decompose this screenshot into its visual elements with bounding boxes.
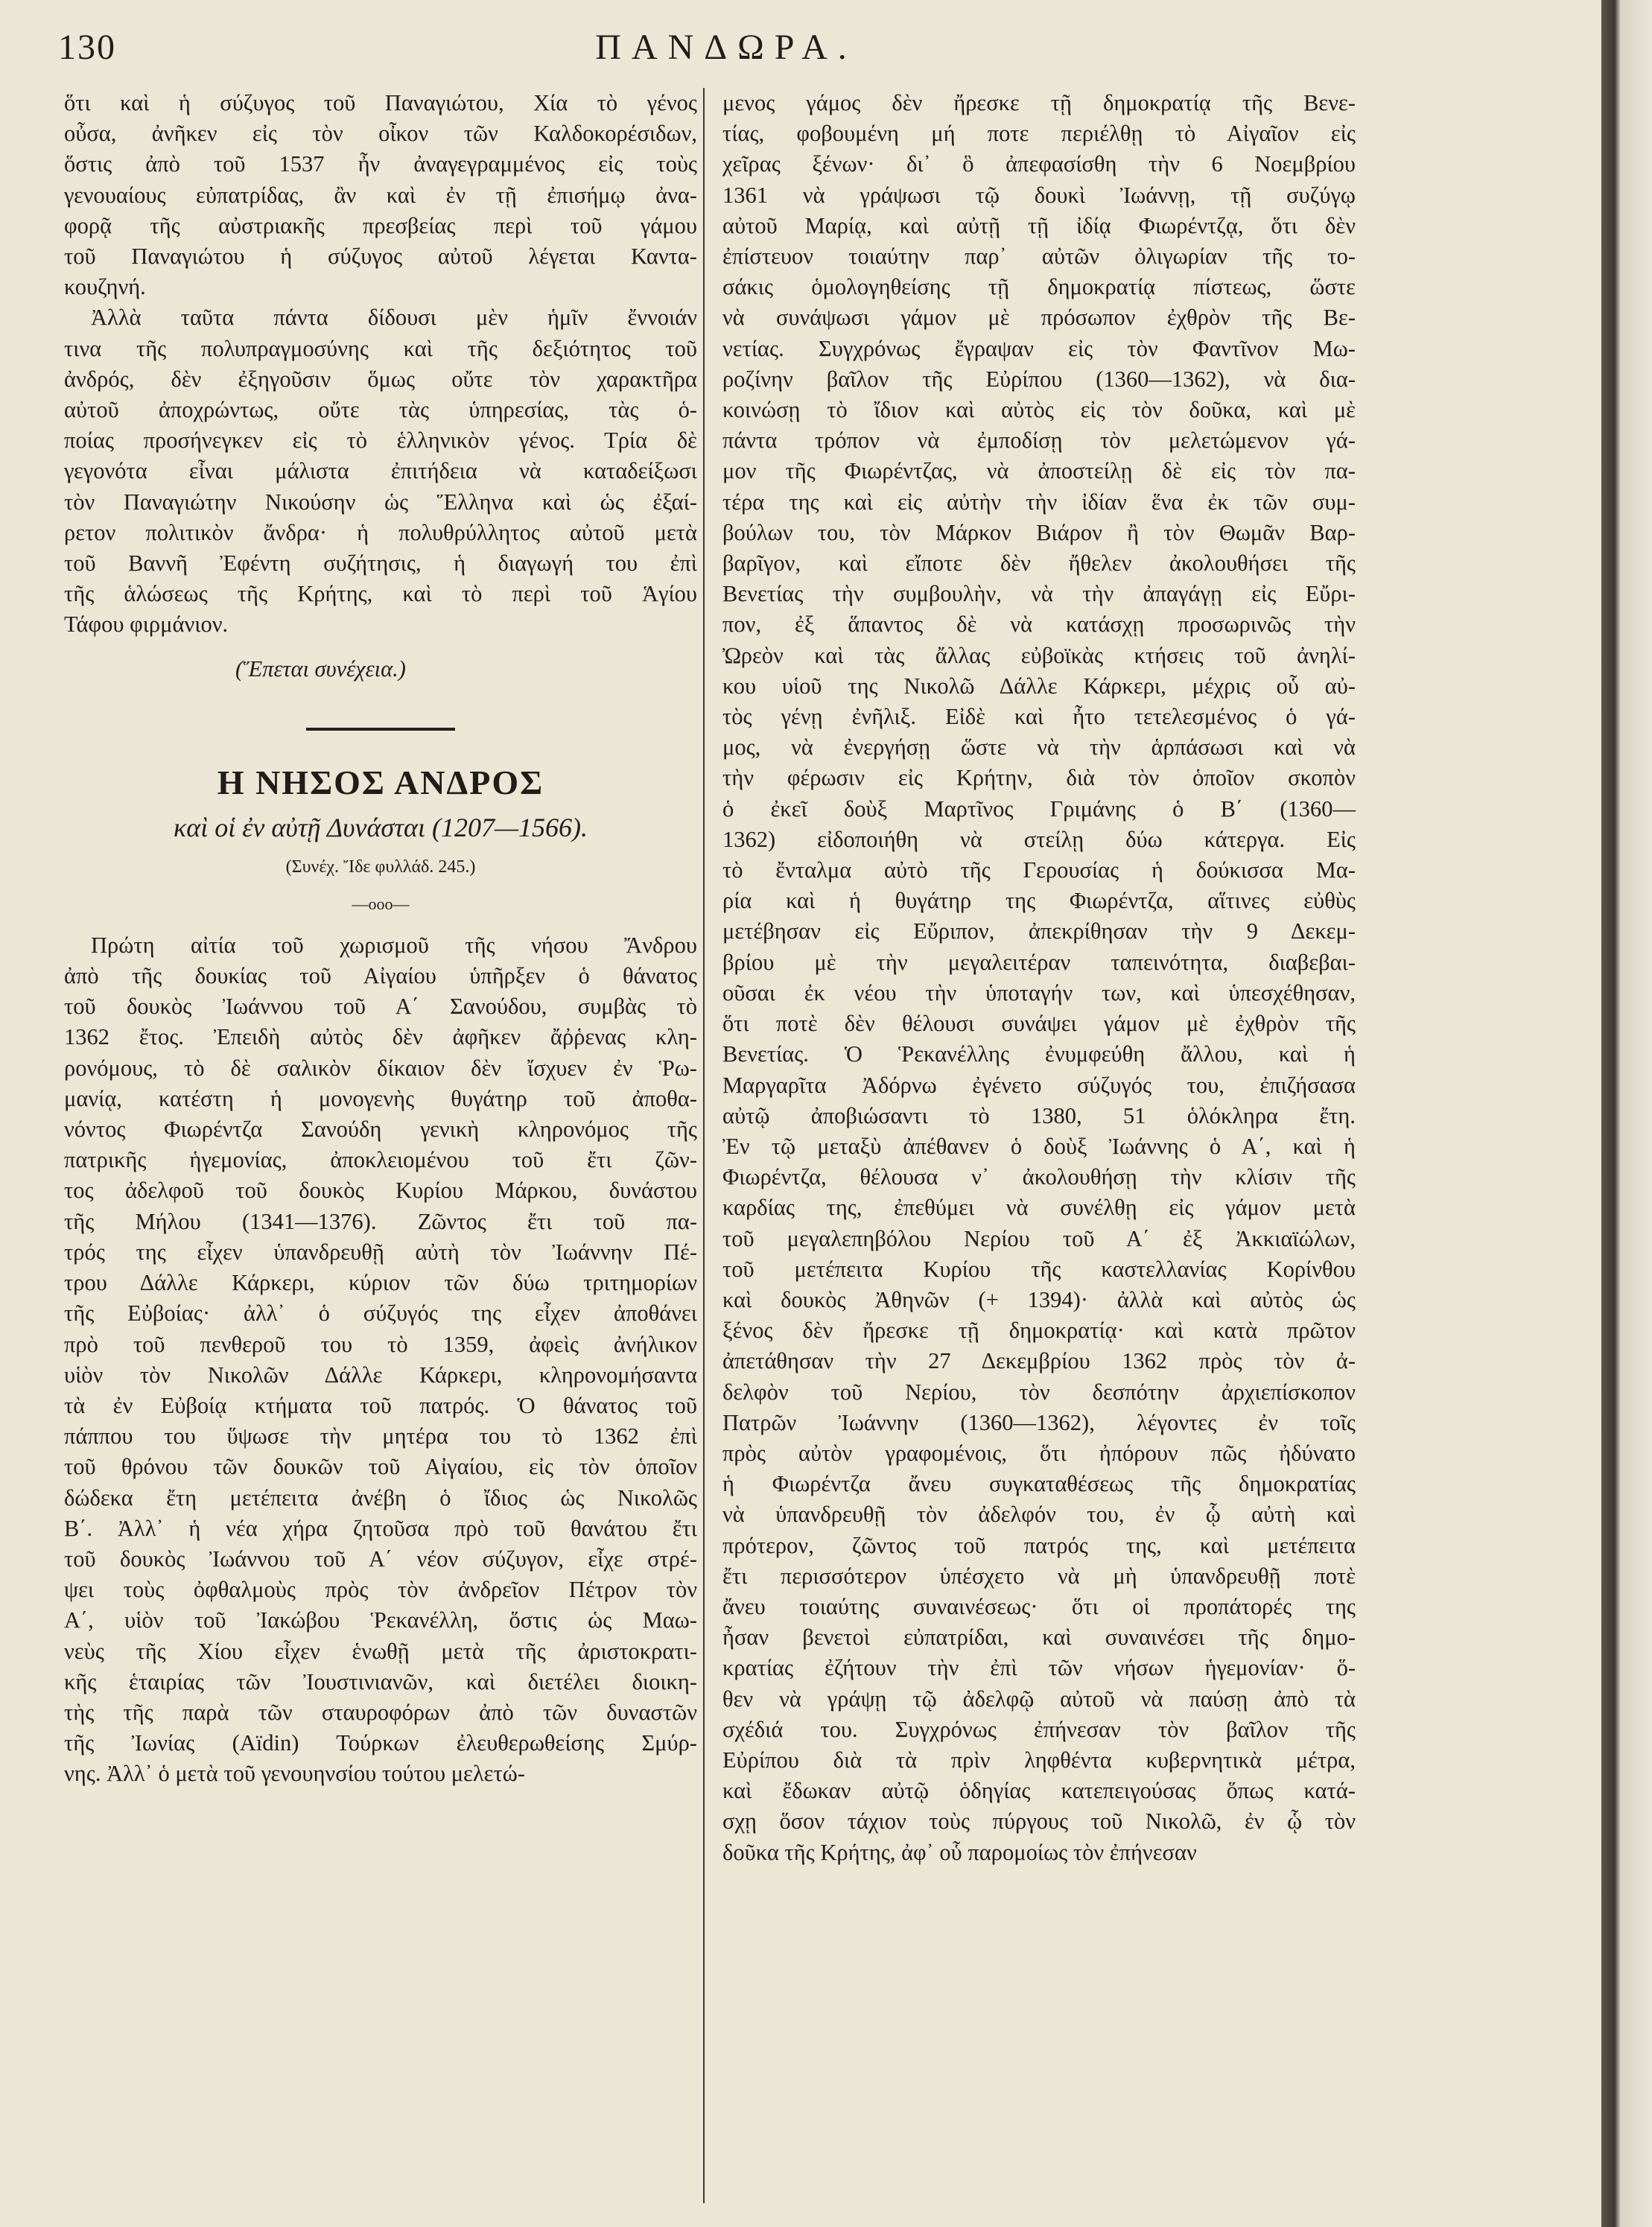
text-line: τὰ ἐν Εὐβοίᾳ κτήματα τοῦ πατρός. Ὁ θάνατος τοῦ [64, 1392, 697, 1418]
text-line: ρετον πολιτικὸν ἄνδρα· ἡ πολυθρύλλητος αὐτοῦ μετὰ [64, 519, 697, 545]
page-binding-edge [1601, 0, 1652, 2227]
right-column [722, 88, 1356, 1868]
text-line: Ἐν τῷ μεταξὺ ἀπέθανεν ὁ δοὺξ Ἰωάννης ὁ Α΄, καὶ ἡ [722, 1133, 1356, 1159]
text-line: ἄνευ τοιαύτης συναινέσεως· ὅτι οἱ προπάτορές της [722, 1593, 1356, 1619]
right-paragraph-1 [722, 88, 1356, 1868]
text-line: τῆς Ἰωνίας (Aïdin) Τούρκων ἐλευθερωθείσης Σμύρ- [64, 1730, 697, 1756]
text-line: σχέδιά του. Συγχρόνως ἐπήνεσαν τὸν βαῖλον τῆς [722, 1716, 1356, 1742]
text-line: γενουαίους εὐπατρίδας, ἂν καὶ ἐν τῇ ἐπισήμῳ ἀνα- [64, 182, 697, 208]
article-title: Η ΝΗΣΟΣ ΑΝΔΡΟΣ [217, 763, 544, 801]
text-line: Πρώτη αἰτία τοῦ χωρισμοῦ τῆς νήσου Ἄνδρου [91, 932, 697, 958]
left-paragraph-3 [64, 930, 697, 1790]
text-line: Τάφου φιρμάνιον. [64, 611, 229, 638]
text-line: τοῦ θρόνου τῶν δουκῶν τοῦ Αἰγαίου, εἰς τὸν ὁποῖον [64, 1454, 697, 1480]
text-line: 1362 ἔτος. Ἐπειδὴ αὐτὸς δὲν ἀφῆκεν ἄῤῥενας κλη- [64, 1024, 697, 1050]
text-line: τος ἀδελφοῦ τοῦ δουκὸς Κυρίου Μάρκου, δυνάστου [64, 1178, 697, 1204]
text-line: βούλων του, τὸν Μάρκον Βιάρον ἢ τὸν Θωμᾶν Βαρ- [722, 519, 1356, 545]
text-line: ροζίνην βαῖλον τῆς Εὐρίπου (1360—1362), νὰ δια- [722, 366, 1356, 392]
text-line: μανίᾳ, κατέστη ἡ μονογενὴς θυγάτηρ τοῦ ἀποθα- [64, 1085, 697, 1111]
text-line: ποίας προσήνεγκεν εἰς τὸ ἑλληνικὸν γένος. Τρία δὲ [64, 428, 697, 454]
text-line: μενος γάμος δὲν ἤρεσκε τῇ δημοκρατίᾳ τῆς Βενε- [722, 90, 1356, 115]
text-line: πάντα τρόπον νὰ ἐμποδίσῃ τὸν μελετώμενον γά- [722, 428, 1356, 454]
text-line: ἀνδρός, δὲν ἐξηγοῦσιν ὅμως οὔτε τὸν χαρακτῆρα [64, 366, 697, 392]
ornament-divider: —οοο— [352, 894, 410, 913]
text-line: τὸ ἔνταλμα αὐτὸ τῆς Γερουσίας ἡ δούκισσα Μα- [722, 857, 1356, 883]
text-line: τὴς τῆς παρὰ τῶν σταυροφόρων ἀπὸ τῶν δυναστῶν [64, 1699, 697, 1725]
text-line: τὴν φέρωσιν εἰς Κρήτην, διὰ τὸν ὁποῖον σκοπὸν [722, 765, 1356, 791]
text-line: ἔτι περισσότερον ὑπέσχετο νὰ μὴ ὑπανδρευθῇ ποτὲ [722, 1563, 1356, 1589]
text-line: τοῦ δουκὸς Ἰωάννου τοῦ Α΄ Σανούδου, συμβὰς τὸ [64, 994, 697, 1020]
left-column [64, 88, 697, 1790]
text-line: δελφὸν τοῦ Νερίου, τὸν δεσπότην ἀρχιεπίσκοπον [722, 1379, 1356, 1405]
text-line: δώδεκα ἔτη μετέπειτα ἀνέβη ὁ ἴδιος ὡς Νικολῶς [64, 1484, 697, 1510]
text-line: πρὸ τοῦ πενθεροῦ του τὸ 1359, ἀφεὶς ἀνήλικον [64, 1331, 697, 1357]
text-line: σάκις ὁμολογηθείσης τῇ δημοκρατίᾳ πίστεως, ὥστε [722, 274, 1356, 300]
text-line: ἦσαν βενετοὶ εὐπατρίδαι, καὶ συναινέσει τῆς δημο- [722, 1624, 1356, 1651]
text-line: βαρῖγον, καὶ εἴποτε δὲν ἤθελεν ἀκολουθήσει τῆς [722, 550, 1356, 576]
text-line: νετίας. Συγχρόνως ἔγραψαν εἰς τὸν Φαντῖνον Μω- [722, 335, 1356, 361]
text-line: πρὸς αὐτὸν γραφομένοις, ὅτι ἠπόρουν πῶς ἠδύνατο [722, 1440, 1356, 1466]
text-line: βρίου μὲ τὴν μεγαλειτέραν ταπεινότητα, διαβεβαι- [722, 949, 1356, 975]
text-line: Φιωρέντζα, θέλουσα ν᾽ ἀκολουθήσῃ τὴν κλίσιν τῆς [722, 1164, 1356, 1190]
text-line: τὸς γένῃ ἐνῆλιξ. Εἰδὲ καὶ ἦτο τετελεσμένος ὁ γά- [722, 704, 1356, 730]
left-paragraph-2 [64, 302, 697, 640]
text-line: 1361 νὰ γράψωσι τῷ δουκὶ Ἰωάννῃ, τῇ συζύγῳ [722, 182, 1356, 208]
text-line: τέρα της καὶ εἰς αὐτὴν τὴν ἰδίαν ἕνα ἐκ τῶν συμ- [722, 489, 1356, 515]
text-line: τρός της εἶχεν ὑπανδρευθῇ αὐτὴ τὸν Ἰωάννην Πέ- [64, 1239, 697, 1265]
article-reference: (Συνέχ. Ἴδε φυλλάδ. 245.) [285, 857, 476, 877]
text-line: ὅστις ἀπὸ τοῦ 1537 ἦν ἀναγεγραμμένος εἰς τοὺς [64, 151, 697, 177]
text-line: πον, ἐξ ἅπαντος δὲ νὰ κατάσχῃ προσωρινῶς τὴν [722, 611, 1356, 638]
text-line: μος, νὰ ἐνεργήσῃ ὥστε νὰ τὴν ἁρπάσωσι καὶ νὰ [722, 734, 1356, 760]
text-line: κουζηνή. [64, 274, 146, 300]
text-line: 1362) εἰδοποιήθη νὰ στείλῃ δύω κάτεργα. Εἰς [722, 826, 1356, 852]
text-line: πατρικῆς ἡγεμονίας, ἀποκλειομένου τοῦ ἔτι ζῶν- [64, 1147, 697, 1173]
page-header [45, 22, 1363, 74]
text-line: τρου Δάλλε Κάρκερι, κύριον τῶν δύω τριτημορίων [64, 1270, 697, 1296]
running-title: ΠΑΝΔΩΡΑ. [595, 28, 857, 67]
text-line: νὰ ὑπανδρευθῇ τὸν ἀδελφόν του, ἐν ᾧ αὐτὴ καὶ [722, 1502, 1356, 1528]
page-number: 130 [58, 28, 116, 67]
text-line: ὁ ἐκεῖ δοὺξ Μαρτῖνος Γριμάνης ὁ Β΄ (1360— [722, 795, 1356, 822]
text-line: νόντος Φιωρέντζα Σανούδη γενικὴ κληρονόμος τῆς [64, 1116, 697, 1143]
text-line: Πατρῶν Ἰωάννην (1360—1362), λέγοντες ἐν τοῖς [722, 1409, 1356, 1435]
text-line: αὐτῷ ἀποβιώσαντι τὸ 1380, 51 ὁλόκληρα ἔτη. [722, 1102, 1356, 1128]
text-line: τοῦ δουκὸς Ἰωάννου τοῦ Α΄ νέον σύζυγον, εἶχε στρέ- [64, 1545, 697, 1572]
text-line: τῆς Εὐβοίας· ἀλλ᾽ ὁ σύζυγός της εἶχεν ἀποθάνει [64, 1300, 697, 1327]
text-line: τοῦ Βαννῆ Ἐφέντη συζήτησις, ἡ διαγωγή του ἐπὶ [64, 550, 697, 576]
text-line: τοῦ μεγαλεπηβόλου Νερίου τοῦ Α΄ ἐξ Ἀκκιαϊώλων, [722, 1225, 1356, 1251]
text-line: τῆς Μήλου (1341—1376). Ζῶντος ἔτι τοῦ πα- [64, 1208, 697, 1234]
text-line: κοινώσῃ τὸ ἴδιον καὶ αὐτὸς εἰς τὸν δοῦκα, καὶ μὲ [722, 397, 1356, 423]
text-line: πάππου του ὕψωσε τὴν μητέρα του τὸ 1362 ἐπὶ [64, 1423, 697, 1449]
text-line: αὐτοῦ Μαρίᾳ, καὶ αὐτῇ τῇ ἰδίᾳ Φιωρέντζᾳ, ὅτι δὲν [722, 212, 1356, 238]
text-line: ὅτι ποτὲ δὲν θέλουσι συνάψει γάμον μὲ ἐχθρὸν τῆς [722, 1011, 1356, 1037]
text-line: οῦσαι ἐκ νέου τὴν ὑποταγήν των, καὶ ὑπεσχέθησαν, [722, 979, 1356, 1006]
left-paragraph-1 [64, 88, 697, 302]
text-line: κρατίας ἐζήτουν τὴν ἐπὶ τῶν νήσων ἡγεμονίαν· ὅ- [722, 1655, 1356, 1681]
text-line: δοῦκα τῆς Κρήτης, ἀφ᾽ οὗ παρομοίως τὸν ἐπήνεσαν [722, 1839, 1197, 1865]
text-line: τινα τῆς πολυπραγμοσύνης καὶ τῆς δεξιότητος τοῦ [64, 335, 697, 361]
text-line: Β΄. Ἀλλ᾽ ἡ νέα χήρα ζητοῦσα πρὸ τοῦ θανάτου ἔτι [64, 1515, 697, 1541]
text-line: καὶ δουκὸς Ἀθηνῶν (+ 1394)· ἀλλὰ καὶ αὐτὸς ὡς [722, 1286, 1356, 1312]
text-line: Βενετίας. Ὁ Ῥεκανέλλης ἐνυμφεύθη ἄλλου, καὶ ἡ [722, 1041, 1356, 1067]
section-rule [306, 728, 455, 731]
text-line: φορᾷ τῆς αὐστριακῆς πρεσβείας περὶ τοῦ γάμου [64, 212, 697, 238]
text-line: νεὺς τῆς Χίου εἶχεν ἑνωθῇ μετὰ τῆς ἀριστοκρατι- [64, 1638, 697, 1664]
text-line: ξένος δὲν ἤρεσκε τῇ δημοκρατίᾳ· καὶ κατὰ πρῶτον [722, 1318, 1356, 1344]
text-line: τὸν Παναγιώτην Νικούσην ὡς Ἕλληνα καὶ ὡς ἐξαί- [64, 489, 697, 515]
text-line: καρδίας της, ἐπεθύμει νὰ συνέλθῃ εἰς γάμον μετὰ [722, 1195, 1356, 1221]
text-line: ἀπὸ τῆς δουκίας τοῦ Αἰγαίου ὑπῆρξεν ὁ θάνατος [64, 963, 697, 989]
text-line: οὖσα, ἀνῆκεν εἰς τὸν οἶκον τῶν Καλδοκορέσιδων, [64, 121, 697, 147]
text-line: Εὐρίπου διὰ τὰ πρὶν ληφθέντα κυβερνητικὰ μέτρα, [722, 1747, 1356, 1773]
text-line: ἐπίστευον τοιαύτην παρ᾽ αὐτῶν ὀλιγωρίαν τῆς το- [722, 244, 1356, 270]
text-line: ρονόμους, τὸ δὲ σαλικὸν δίκαιον δὲν ἴσχυεν ἐν Ῥω- [64, 1055, 697, 1081]
column-divider [703, 88, 705, 2203]
text-line: ἀπετάθησαν τὴν 27 Δεκεμβρίου 1362 πρὸς τὸν ἀ- [722, 1348, 1356, 1374]
text-line: γεγονότα εἶναι μάλιστα ἐπιτήδεια νὰ καταδείξωσι [64, 458, 697, 484]
text-line: κῆς ἑταιρίας τῶν Ἰουστινιανῶν, καὶ διετέλει διοικη- [64, 1668, 697, 1694]
text-line: σχῃ ὅσον τάχιον τοὺς πύργους τοῦ Νικολῶ, ἐν ᾧ τὸν [722, 1808, 1356, 1834]
text-line: μετέβησαν εἰς Εὔριπον, ἀπεκρίθησαν τὴν 9 Δεκεμ- [722, 918, 1356, 944]
text-line: καὶ ἔδωκαν αὐτῷ ὁδηγίας κατεπειγούσας ὅπως κατά- [722, 1778, 1356, 1804]
text-line: ὅτι καὶ ἡ σύζυγος τοῦ Παναγιώτου, Χία τὸ γένος [64, 90, 697, 115]
text-line: Ἀλλὰ ταῦτα πάντα δίδουσι μὲν ἡμῖν ἔννοιάν [91, 305, 697, 331]
text-line: ρία καὶ ἡ θυγάτηρ της Φιωρέντζα, αἵτινες εὐθὺς [722, 888, 1356, 914]
text-line: χεῖρας ξένων· δι᾽ ὃ ἀπεφασίσθη τὴν 6 Νοεμβρίου [722, 151, 1356, 177]
text-line: τοῦ μετέπειτα Κυρίου τῆς καστελλανίας Κορίνθου [722, 1256, 1356, 1282]
text-line: ψει τοὺς ὀφθαλμοὺς πρὸς τὸν ἀνδρεῖον Πέτρον τὸν [64, 1577, 697, 1603]
text-line: τοῦ Παναγιώτου ἡ σύζυγος αὐτοῦ λέγεται Καντα- [64, 244, 697, 270]
text-line: τῆς ἁλώσεως τῆς Κρήτης, καὶ τὸ περὶ τοῦ Ἁγίου [64, 581, 697, 607]
text-line: τίας, φοβουμένη μή ποτε περιέλθῃ τὸ Αἰγαῖον εἰς [722, 121, 1356, 147]
text-line: υἱὸν τὸν Νικολῶν Δάλλε Κάρκερι, κληρονομήσαντα [64, 1362, 697, 1388]
text-line: νὰ συνάψωσι γάμον μὲ πρόσωπον ἐχθρὸν τῆς Βε- [722, 305, 1356, 331]
text-line: Μαργαρῖτα Ἀδόρνω ἐγένετο σύζυγός του, ἐπιζήσασα [722, 1072, 1356, 1098]
text-line: νης. Ἀλλ᾽ ὁ μετὰ τοῦ γενουηνσίου τούτου μελετώ- [64, 1761, 525, 1787]
text-line: μον τῆς Φιωρέντζας, νὰ ἀποστείλῃ δὲ εἰς τὸν πα- [722, 458, 1356, 484]
text-line: κου υἱοῦ της Νικολῶ Δάλλε Κάρκερι, μέχρις οὗ αὐ- [722, 673, 1356, 699]
text-line: ἡ Φιωρέντζα ἄνευ συγκαταθέσεως τῆς δημοκρατίας [722, 1471, 1356, 1497]
text-line: θεν νὰ γράψῃ τῷ ἀδελφῷ αὐτοῦ νὰ παύσῃ ἀπὸ τὰ [722, 1686, 1356, 1712]
text-line: Α΄, υἱὸν τοῦ Ἰακώβου Ῥεκανέλλη, ὅστις ὡς Μαω- [64, 1607, 697, 1633]
text-line: αὐτοῦ ἀποχρώντως, οὔτε τὰς ὑπηρεσίας, τὰς ὁ- [64, 397, 697, 423]
text-line: Βενετίας τὴν συμβουλὴν, νὰ τὴν ἀπαγάγῃ εἰς Εὔρι- [722, 581, 1356, 607]
continues-note: (Ἕπεται συνέχεια.) [235, 655, 406, 682]
text-line: πρότερον, ζῶντος τοῦ πατρός της, καὶ μετέπειτα [722, 1532, 1356, 1558]
article-subtitle: καὶ οἱ ἐν αὐτῇ Δυνάσται (1207—1566). [174, 812, 588, 842]
text-line: Ὠρεὸν καὶ τὰς ἄλλας εὐβοϊκὰς κτήσεις τοῦ ἀνηλί- [722, 642, 1356, 668]
